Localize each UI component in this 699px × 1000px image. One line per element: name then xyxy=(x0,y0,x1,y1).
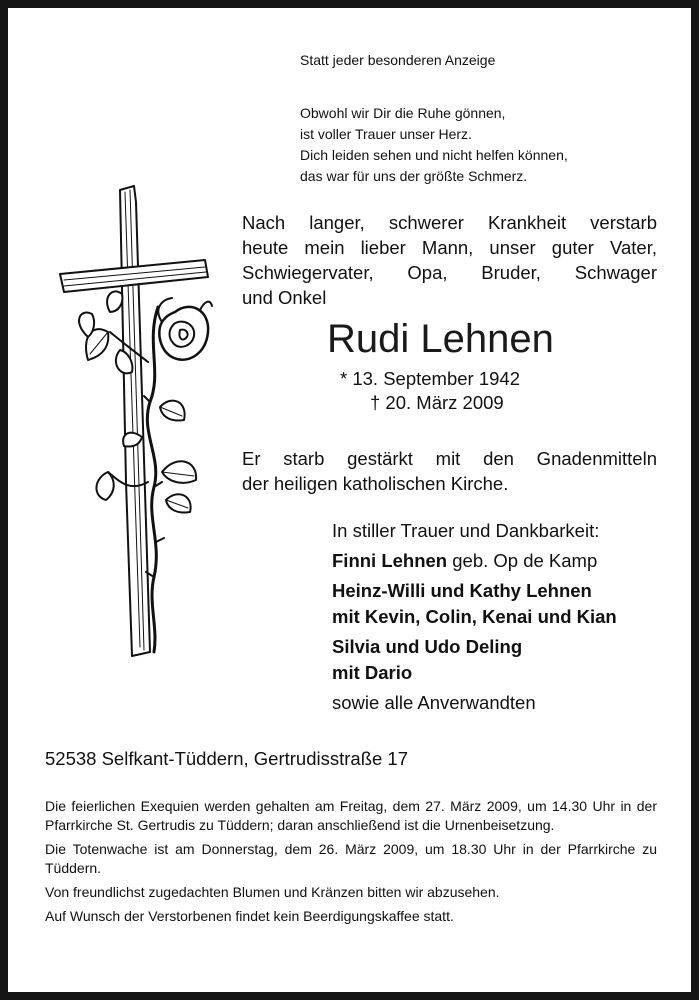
life-dates xyxy=(340,367,520,415)
mourners-list xyxy=(332,518,617,716)
birth-date: * 13. September 1942 xyxy=(340,368,520,389)
verse-line: Obwohl wir Dir die Ruhe gönnen, xyxy=(300,105,506,121)
wife-maiden-name: geb. Op de Kamp xyxy=(447,550,598,571)
intro-line: Nach langer, schwerer Krankheit verstarb xyxy=(242,212,657,233)
intro-line: heute mein lieber Mann, unser guter Vater, xyxy=(242,237,657,258)
mourners-closing: sowie alle Anverwandten xyxy=(332,692,536,713)
mourner-wife xyxy=(332,548,617,574)
death-notice-intro xyxy=(242,210,657,310)
verse-line: ist voller Trauer unser Herz. xyxy=(300,126,472,142)
intro-line: Schwiegervater, Opa, Bruder, Schwager xyxy=(242,262,657,283)
cross-with-roses-icon xyxy=(50,182,215,662)
mourners-lead: In stiller Trauer und Dankbarkeit: xyxy=(332,520,600,541)
wake-note: Die Totenwache ist am Donnerstag, dem 26. März 2009, um 18.30 Uhr in der Pfarrkirche zu Tüddern. xyxy=(45,841,657,876)
verse xyxy=(300,103,568,187)
address: 52538 Selfkant-Tüddern, Gertrudisstraße 17 xyxy=(45,748,408,769)
deceased-name: Rudi Lehnen xyxy=(327,317,554,361)
exequies-note: Die feierlichen Exequien werden gehalten am Freitag, dem 27. März 2009, um 14.30 Uhr in der Pfarrkirche St. Gertrudis zu Tüddern; daran anschließend ist die Urnenbeisetzung. xyxy=(45,798,657,833)
intro-line: und Onkel xyxy=(242,287,327,308)
coffee-note: Auf Wunsch der Verstorbenen findet kein Beerdigungskaffee statt. xyxy=(45,908,454,924)
mourner-family-children: mit Dario xyxy=(332,662,413,683)
sacrament-line: der heiligen katholischen Kirche. xyxy=(242,473,509,494)
verse-line: Dich leiden sehen und nicht helfen können, xyxy=(300,147,568,163)
mourner-family-children: mit Kevin, Colin, Kenai und Kian xyxy=(332,606,617,627)
funeral-notes xyxy=(45,797,657,931)
verse-line: das war für uns der größte Schmerz. xyxy=(300,168,528,184)
death-date: † 20. März 2009 xyxy=(370,392,504,413)
mourner-family: Silvia und Udo Deling xyxy=(332,636,523,657)
sacrament-note xyxy=(242,446,657,496)
heading: Statt jeder besonderen Anzeige xyxy=(300,52,496,68)
wife-name: Finni Lehnen xyxy=(332,550,448,571)
sacrament-line: Er starb gestärkt mit den Gnadenmitteln xyxy=(242,448,657,469)
mourner-family: Heinz-Willi und Kathy Lehnen xyxy=(332,580,592,601)
flowers-note: Von freundlichst zugedachten Blumen und Kränzen bitten wir abzusehen. xyxy=(45,884,500,900)
